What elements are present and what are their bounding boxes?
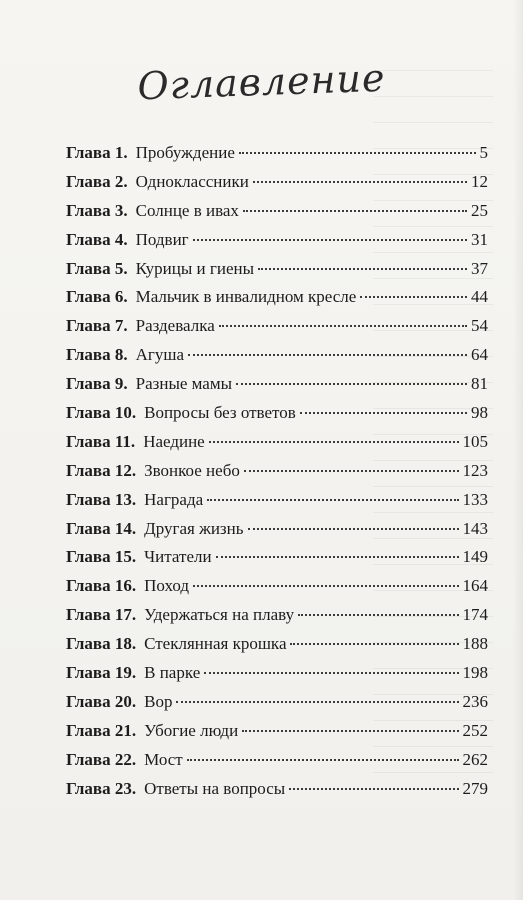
chapter-label: Глава 18. — [66, 634, 137, 654]
chapter-title: Разные мамы — [135, 374, 233, 394]
chapter-label: Глава 10. — [66, 403, 137, 423]
chapter-title: Поход — [144, 576, 189, 596]
page-number: 81 — [471, 374, 488, 394]
toc-entry — [66, 663, 488, 692]
chapter-title: Убогие люди — [144, 720, 239, 740]
toc-entry — [66, 750, 488, 779]
chapter-label: Глава 15. — [66, 547, 137, 567]
chapter-label: Глава 7. — [66, 316, 128, 336]
chapter-title: Мост — [144, 749, 183, 769]
dot-leader — [243, 210, 467, 212]
chapter-title: Вопросы без ответов — [144, 403, 296, 423]
chapter-title: Мальчик в инвалидном кресле — [135, 287, 357, 307]
page-number: 31 — [471, 229, 488, 249]
page-number: 64 — [471, 345, 488, 365]
dot-leader — [187, 759, 459, 761]
chapter-label: Глава 1. — [66, 143, 128, 162]
dot-leader — [360, 296, 467, 298]
dot-leader — [289, 788, 458, 790]
toc-entry — [66, 172, 488, 201]
toc-entry — [66, 692, 488, 721]
page-number: 44 — [471, 287, 488, 307]
chapter-title: Раздевалка — [135, 316, 215, 336]
chapter-label: Глава 5. — [66, 258, 128, 278]
dot-leader — [209, 441, 459, 443]
chapter-title: В парке — [144, 663, 201, 683]
chapter-label: Глава 16. — [66, 576, 137, 596]
page-title: Оглавление — [136, 55, 387, 109]
dot-leader — [298, 614, 458, 616]
dot-leader — [242, 730, 458, 732]
page-number: 252 — [462, 720, 488, 740]
toc-entry — [66, 287, 488, 316]
dot-leader — [253, 181, 467, 183]
dot-leader — [236, 383, 467, 385]
chapter-title: Агуша — [135, 345, 185, 365]
chapter-title: Солнце в ивах — [135, 200, 239, 220]
page-number: 143 — [462, 518, 488, 538]
dot-leader — [258, 268, 467, 270]
page-number: 37 — [471, 258, 488, 278]
chapter-title: Пробуждение — [135, 143, 235, 162]
chapter-title: Наедине — [143, 431, 205, 451]
chapter-title: Стеклянная крошка — [144, 634, 287, 654]
page-number: 279 — [462, 778, 488, 798]
toc-entry — [66, 721, 488, 750]
dot-leader — [248, 528, 459, 530]
toc-entry — [66, 634, 488, 663]
table-of-contents — [66, 143, 488, 807]
toc-entry — [66, 576, 488, 605]
page-number: 236 — [462, 691, 488, 711]
toc-entry — [66, 345, 488, 374]
chapter-title: Удержаться на плаву — [144, 605, 295, 625]
page-number: 262 — [462, 749, 488, 769]
chapter-label: Глава 11. — [66, 431, 136, 451]
chapter-label: Глава 17. — [66, 605, 137, 625]
dot-leader — [193, 585, 459, 587]
dot-leader — [216, 556, 459, 558]
page-number: 105 — [462, 431, 488, 451]
chapter-label: Глава 21. — [66, 720, 137, 740]
chapter-label: Глава 22. — [66, 749, 137, 769]
toc-entry — [66, 519, 488, 548]
chapter-label: Глава 23. — [66, 778, 137, 798]
dot-leader — [290, 643, 458, 645]
chapter-label: Глава 8. — [66, 345, 128, 365]
chapter-label: Глава 4. — [66, 229, 128, 249]
chapter-title: Вор — [144, 691, 173, 711]
dot-leader — [219, 325, 467, 327]
dot-leader — [188, 354, 467, 356]
toc-entry — [66, 605, 488, 634]
chapter-label: Глава 6. — [66, 287, 128, 307]
toc-entry — [66, 547, 488, 576]
chapter-title: Одноклассники — [135, 171, 249, 191]
dot-leader — [176, 701, 458, 703]
page-number: 54 — [471, 316, 488, 336]
chapter-label: Глава 13. — [66, 489, 137, 509]
chapter-title: Награда — [144, 489, 204, 509]
chapter-title: Читатели — [144, 547, 212, 567]
toc-entry — [66, 432, 488, 461]
page-number: 188 — [462, 634, 488, 654]
dot-leader — [239, 152, 476, 154]
dot-leader — [244, 470, 459, 472]
toc-entry — [66, 374, 488, 403]
toc-entry — [66, 143, 488, 172]
chapter-label: Глава 3. — [66, 200, 128, 220]
dot-leader — [193, 239, 467, 241]
dot-leader — [207, 499, 458, 501]
page-number: 25 — [471, 200, 488, 220]
dot-leader — [300, 412, 467, 414]
toc-entry — [66, 779, 488, 808]
chapter-title: Подвиг — [135, 229, 189, 249]
chapter-title: Ответы на вопросы — [144, 778, 286, 798]
toc-entry — [66, 403, 488, 432]
chapter-label: Глава 12. — [66, 460, 137, 480]
dot-leader — [204, 672, 458, 674]
page-number: 149 — [462, 547, 488, 567]
page-number: 5 — [479, 143, 488, 162]
toc-entry — [66, 201, 488, 230]
chapter-label: Глава 19. — [66, 663, 137, 683]
page-number: 198 — [462, 663, 488, 683]
page-number: 174 — [462, 605, 488, 625]
page-number: 164 — [462, 576, 488, 596]
page-number: 12 — [471, 171, 488, 191]
toc-entry — [66, 259, 488, 288]
chapter-label: Глава 9. — [66, 374, 128, 394]
chapter-label: Глава 2. — [66, 171, 128, 191]
chapter-title: Курицы и гиены — [135, 258, 255, 278]
page-number: 123 — [462, 460, 488, 480]
chapter-label: Глава 20. — [66, 691, 137, 711]
toc-entry — [66, 461, 488, 490]
chapter-title: Другая жизнь — [144, 518, 244, 538]
toc-entry — [66, 490, 488, 519]
page-edge-shadow — [513, 0, 523, 900]
chapter-label: Глава 14. — [66, 518, 137, 538]
page-number: 133 — [462, 489, 488, 509]
toc-entry — [66, 316, 488, 345]
chapter-title: Звонкое небо — [144, 460, 240, 480]
toc-entry — [66, 230, 488, 259]
page-number: 98 — [471, 403, 488, 423]
